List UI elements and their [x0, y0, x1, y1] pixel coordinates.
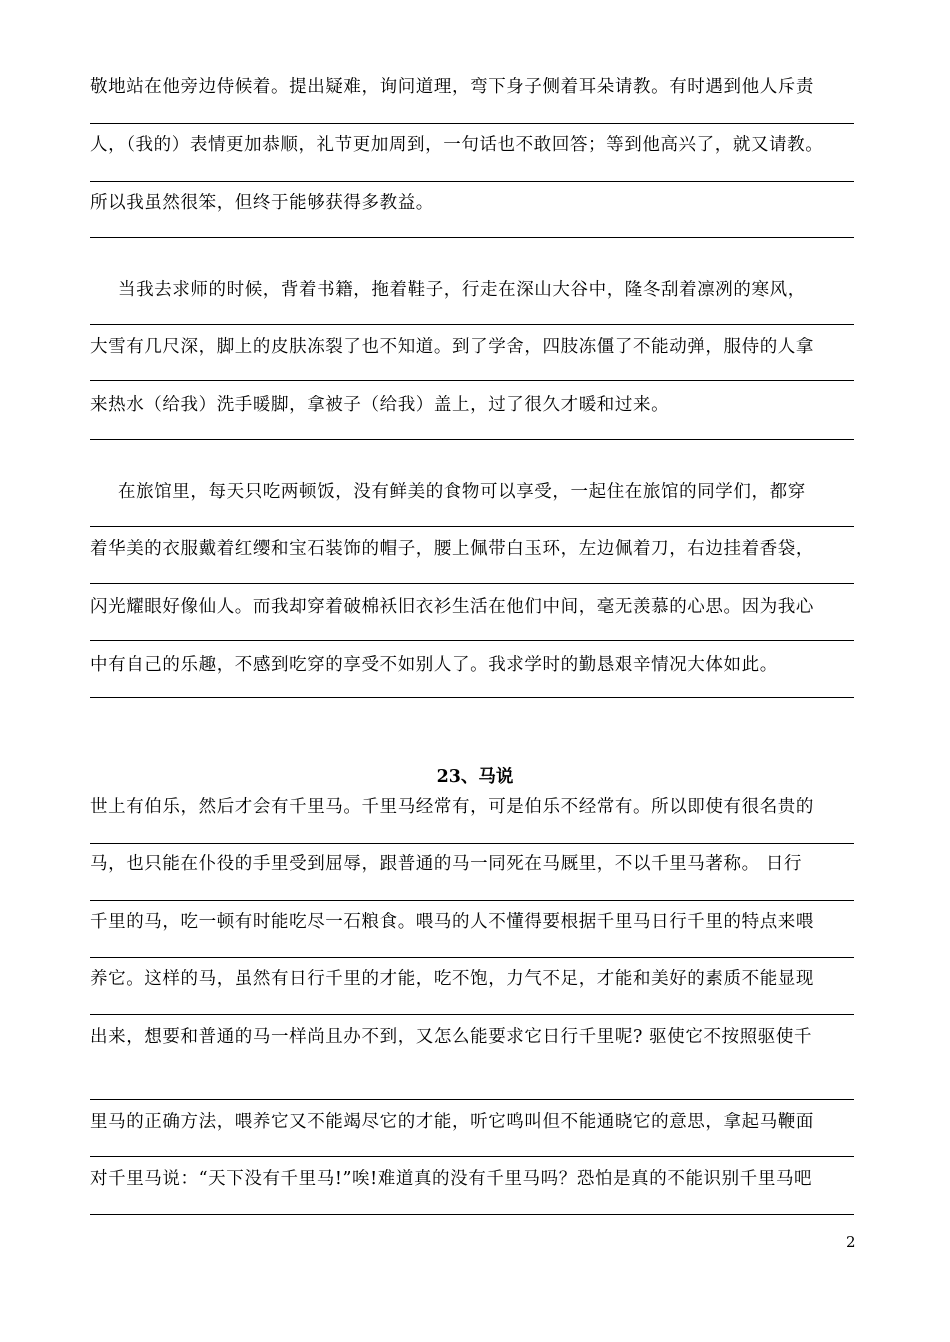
answer-rule — [90, 1099, 854, 1100]
answer-rule — [90, 123, 854, 124]
text-line: 人，（我的）表情更加恭顺，礼节更加周到，一句话也不敢回答；等到他高兴了，就又请教。 — [90, 135, 824, 155]
text-line: 来热水（给我）洗手暖脚，拿被子（给我）盖上，过了很久才暖和过来。 — [90, 395, 670, 415]
answer-rule — [90, 640, 854, 641]
text-line: 所以我虽然很笨，但终于能够获得多教益。 — [90, 193, 434, 213]
answer-rule — [90, 1214, 854, 1215]
answer-rule — [90, 380, 854, 381]
answer-rule — [90, 697, 854, 698]
text-line: 里马的正确方法，喂养它又不能竭尽它的才能，听它鸣叫但不能通晓它的意思，拿起马鞭面 — [90, 1112, 814, 1132]
text-line: 世上有伯乐，然后才会有千里马。千里马经常有，可是伯乐不经常有。所以即使有很名贵的 — [90, 797, 814, 817]
answer-rule — [90, 583, 854, 584]
page-number: 2 — [846, 1233, 856, 1251]
answer-rule — [90, 439, 854, 440]
text-line: 闪光耀眼好像仙人。而我却穿着破棉袄旧衣衫生活在他们中间，毫无羡慕的心思。因为我心 — [90, 597, 814, 617]
text-line: 在旅馆里，每天只吃两顿饭，没有鲜美的食物可以享受，一起住在旅馆的同学们，都穿 — [118, 482, 806, 502]
text-line: 千里的马，吃一顿有时能吃尽一石粮食。喂马的人不懂得要根据千里马日行千里的特点来喂 — [90, 912, 814, 932]
answer-rule — [90, 1156, 854, 1157]
text-line: 着华美的衣服戴着红缨和宝石装饰的帽子，腰上佩带白玉环，左边佩着刀，右边挂着香袋， — [90, 539, 814, 559]
section-title: 23、马说 — [436, 767, 514, 787]
answer-rule — [90, 324, 854, 325]
answer-rule — [90, 1014, 854, 1015]
text-line: 敬地站在他旁边侍候着。提出疑难，询问道理，弯下身子侧着耳朵请教。有时遇到他人斥责 — [90, 77, 814, 97]
answer-rule — [90, 181, 854, 182]
text-line: 马，也只能在仆役的手里受到屈辱，跟普通的马一同死在马厩里，不以千里马著称。 日行 — [90, 854, 803, 874]
answer-rule — [90, 237, 854, 238]
answer-rule — [90, 957, 854, 958]
text-line: 养它。这样的马，虽然有日行千里的才能，吃不饱，力气不足，才能和美好的素质不能显现 — [90, 969, 814, 989]
text-line: 对千里马说：“天下没有千里马!”唉!难道真的没有千里马吗？恐怕是真的不能识别千里马吧 — [90, 1169, 813, 1189]
text-line: 中有自己的乐趣，不感到吃穿的享受不如别人了。我求学时的勤恳艰辛情况大体如此。 — [90, 655, 778, 675]
text-line: 当我去求师的时候，背着书籍，拖着鞋子，行走在深山大谷中，隆冬刮着凛冽的寒风， — [118, 280, 806, 300]
text-line: 出来，想要和普通的马一样尚且办不到，又怎么能要求它日行千里呢? 驱使它不按照驱使千 — [90, 1027, 813, 1047]
answer-rule — [90, 526, 854, 527]
answer-rule — [90, 843, 854, 844]
text-line: 大雪有几尺深，脚上的皮肤冻裂了也不知道。到了学舍，四肢冻僵了不能动弹，服侍的人拿 — [90, 337, 814, 357]
answer-rule — [90, 900, 854, 901]
